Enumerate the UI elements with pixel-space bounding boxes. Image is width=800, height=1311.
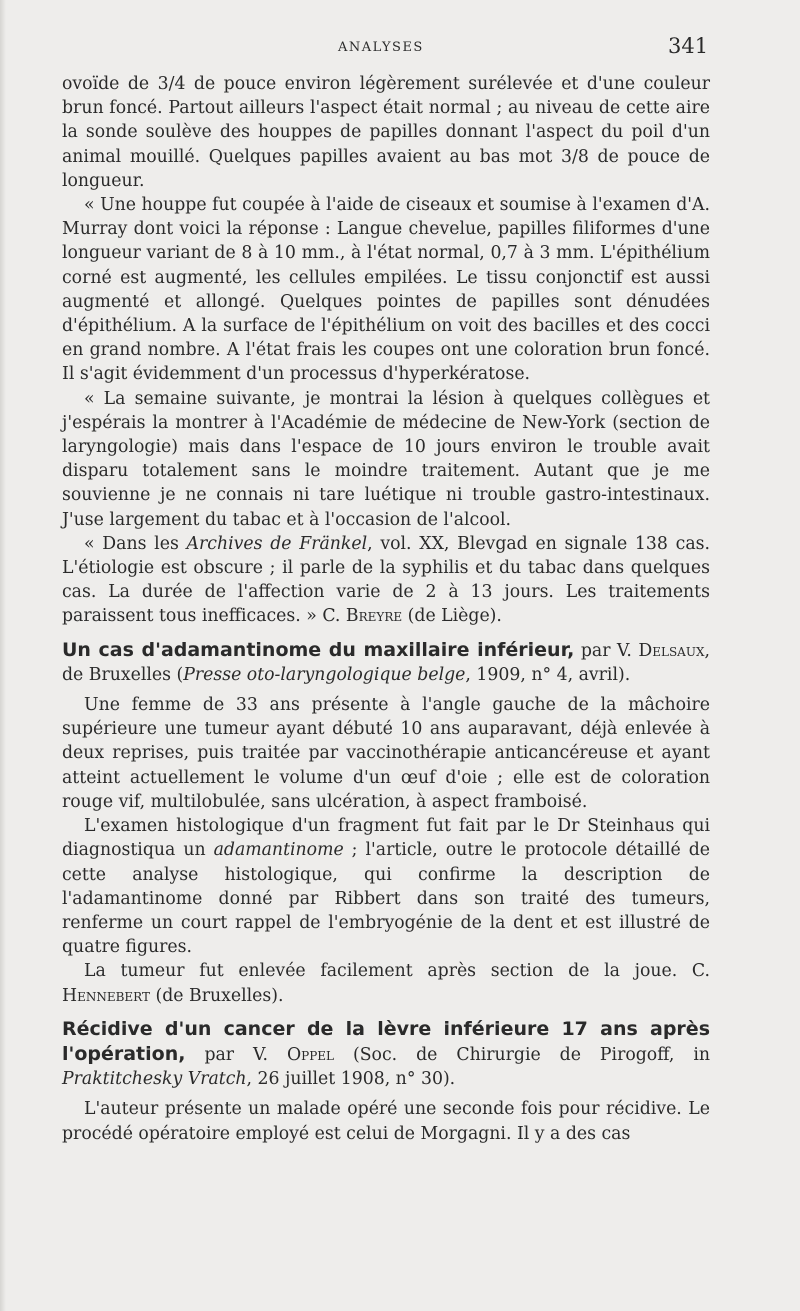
paragraph: Une femme de 33 ans présente à l'angle gauche de la mâchoire supérieure une tumeur ayant débuté 10 ans auparavant, déjà enlevée à deux reprises, puis traitée par vaccinothérapie anticancéreuse et ayant atteint actuellement le volume d'un œuf d'oie ; elle est de coloration rouge vif, multilobulée, sans ulcération, à aspect framboisé. [62,695,710,812]
text-run: La tumeur fut enlevée facilement après section de la joue. C. [84,961,710,982]
author-name: Breyre [345,606,403,627]
article-heading [62,638,710,687]
paragraph: L'auteur présente un malade opéré une seconde fois pour récidive. Le procédé opératoire employé est celui de Morgagni. Il y a des cas [62,1099,710,1144]
text-run: , vol. XX, Blevgad en signale 138 cas. L'étiologie est obscure ; il parle de la syphilis et du tabac dans quelques cas. La durée de l'affection varie de 2 à 13 jours. Les traitements paraissent tous inefficaces. » C. [62,533,710,627]
text-run: (Soc. de Chirurgie de Pirogoff, in [334,1044,710,1065]
text-run: ; l'article, outre le protocole détaillé de cette analyse histologique, qui confirme la description de l'adamantinome donné par Ribbert dans son traité des tumeurs, renferme un court rappel de l'embryogénie de la dent et est illustré de quatre figures. [62,840,710,958]
paragraph [62,387,710,532]
paragraph: ovoïde de 3/4 de pouce environ légèrement surélevée et d'une couleur brun foncé. Partout ailleurs l'aspect était normal ; au niveau de cette aire la sonde soulève des houppes de papilles donnant l'aspect du poil d'un animal mouillé. Quelques papilles avaient au bas mot 3/8 de pouce de longueur. [62,74,710,191]
paragraph: « Une houppe fut coupée à l'aide de ciseaux et soumise à l'examen d'A. Murray dont voici la réponse : Langue chevelue, papilles filiformes d'une longueur variant de 8 à 10 mm., à l'état normal, 0,7 à 3 mm. L'épithélium corné est augmenté, les cellules empilées. Le tissu conjonctif est aussi augmenté et allongé. Quelques pointes de papilles sont dénudées d'épithélium. A la surface de l'épithélium on voit des bacilles et des cocci en grand nombre. A l'état frais les coupes ont une coloration brun foncé. Il s'agit évidemment d'un processus d'hyperkératose. [62,195,710,385]
text-run: « La semaine suivante, je montrai la lésion à quelques collègues et j'espérais la montrer à l'Académie de médecine de New-York (section de laryngologie) mais dans l'espace de 10 jours environ le trouble avait disparu totalement sans le moindre traitement. Autant que je me souvienne je ne connais ni tare luétique ni trouble gastro-intestinaux. J'use largement du tabac et à l'occasion de l'alcool. [62,388,710,530]
author-name: Delsaux [638,640,705,661]
page-body [62,72,710,1146]
text-run: par V. [574,640,639,661]
journal-title: Praktitchesky Vratch [62,1069,247,1090]
text-run: (de Bruxelles). [150,985,284,1006]
article-heading [62,1017,710,1092]
medical-term: adamantinome [213,840,344,861]
text-run: , 26 juillet 1908, n° 30). [246,1069,456,1090]
article-title: Un cas d'adamantinome du maxillaire inférieur, [62,638,575,661]
text-run: , 1909, n° 4, avril). [465,664,631,685]
text-run: « Dans les [84,533,187,554]
running-title: ANALYSES [338,40,424,55]
section-gap [62,1008,710,1017]
journal-title: Archives de Fränkel [186,533,368,554]
text-run: L'examen histologique d'un fragment fut fait par le Dr Steinhaus qui diagnostiqua un [62,816,710,861]
journal-title: Presse oto-laryngologique belge [183,664,466,685]
text-run: par V. [185,1044,287,1065]
paragraph [62,959,710,1007]
text-run: (de Liège). [402,606,502,627]
text-run: , de Bruxelles ( [62,640,710,685]
page-number: 341 [668,34,709,58]
page-header [0,34,800,64]
paragraph [62,814,710,959]
section-gap [62,629,710,638]
author-name: Oppel [286,1044,334,1065]
article-title: Récidive d'un cancer de la lèvre inférieure 17 ans après l'opération, [62,1017,710,1065]
author-name: Hennebert [62,985,150,1006]
page-edge-shadow [0,0,6,1311]
paragraph [62,532,710,629]
